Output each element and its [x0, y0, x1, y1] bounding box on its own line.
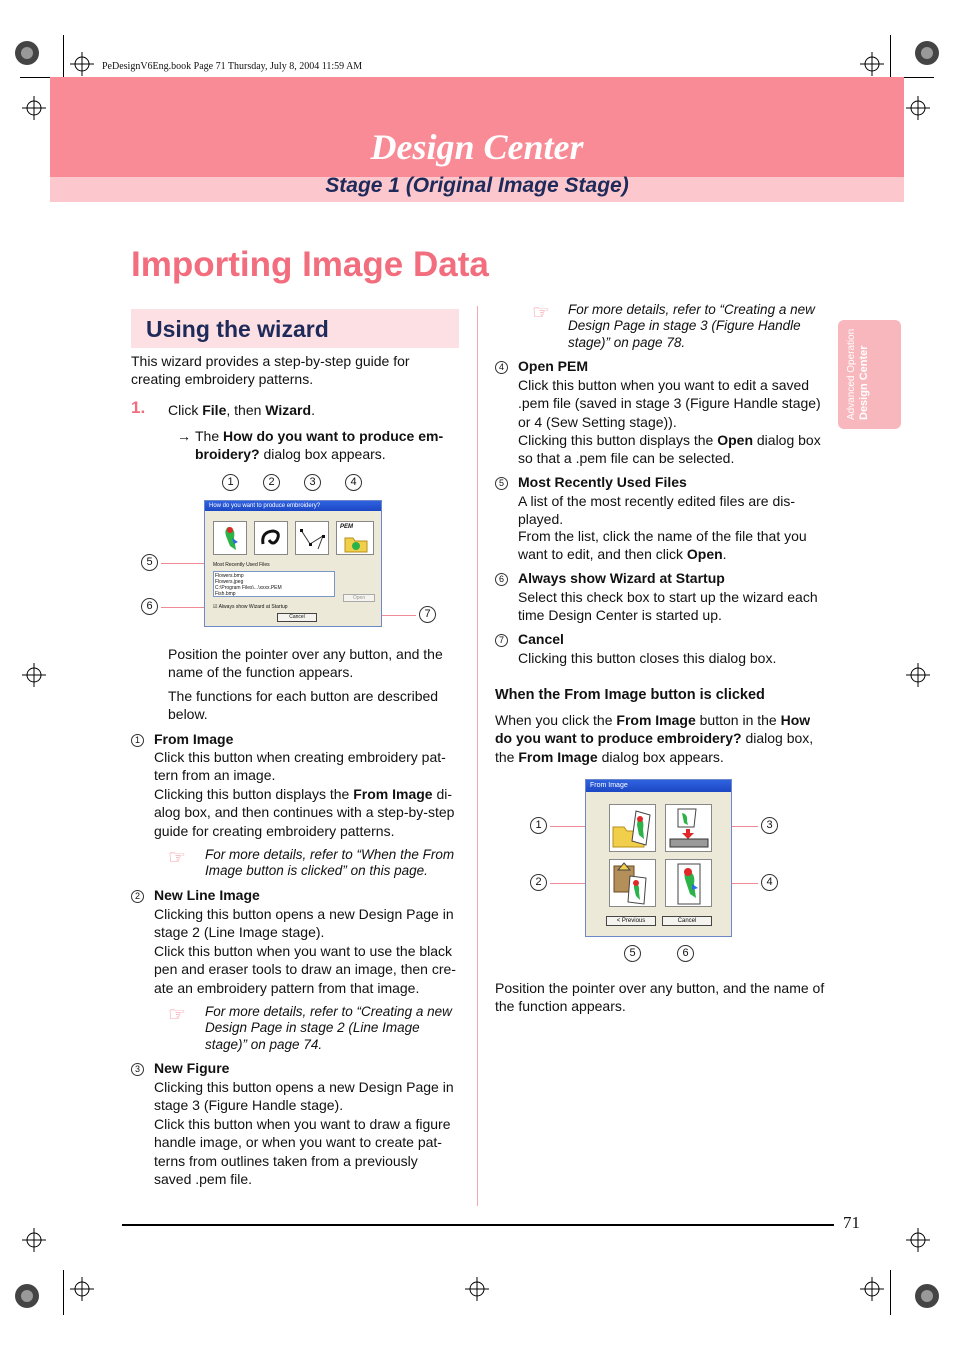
result-text: The How do you want to produce em-broidery? dialog box appears.	[195, 428, 444, 463]
callout-7: 7	[419, 606, 436, 623]
open-pem-button[interactable]	[336, 521, 374, 555]
item-title-recent-files: Most Recently Used Files	[518, 474, 687, 490]
figure-handle-icon	[296, 522, 328, 554]
note-text: For more details, refer to “When the From Image button is clicked” on this page.	[205, 847, 455, 879]
callout-4: 4	[345, 474, 362, 491]
file-item[interactable]: Flowers.bmp	[215, 573, 244, 579]
item-text: Clicking this button closes this dialog box.	[518, 650, 777, 666]
crop-mark	[63, 35, 64, 77]
banner-subtitle: Stage 1 (Original Image Stage)	[325, 174, 629, 197]
step1-text: Click File, then Wizard.	[168, 402, 315, 418]
item-number-1: 1	[131, 730, 144, 748]
folder-parrot-icon	[610, 805, 655, 851]
item-title-cancel: Cancel	[518, 631, 564, 647]
callout-6: 6	[677, 945, 694, 962]
registration-target-icon	[14, 40, 40, 66]
callout-5: 5	[141, 554, 158, 571]
callout-2: 2	[530, 874, 547, 891]
final-text: Position the pointer over any button, and the name of the function appears.	[495, 980, 825, 1015]
section-title: Using the wizard	[146, 316, 329, 342]
item-number-7: 7	[495, 630, 508, 648]
scanner-button[interactable]	[665, 804, 712, 852]
item-text: Clicking this button displays the Open dialog box so that a .pem file can be selected.	[518, 432, 821, 467]
item-text: Select this check box to start up the wizard each time Design Center is started up.	[518, 589, 818, 624]
page-number: 71	[843, 1213, 860, 1232]
banner-title: Design Center	[370, 127, 584, 167]
crop-mark	[63, 1270, 64, 1315]
callout-3: 3	[304, 474, 321, 491]
item-number-6: 6	[495, 569, 508, 587]
scanner-icon	[666, 805, 711, 851]
clipboard-button[interactable]	[609, 859, 656, 907]
crosshair-icon	[860, 1277, 884, 1301]
item-number-3: 3	[131, 1059, 144, 1077]
footer-rule	[122, 1224, 834, 1226]
open-image-file-button[interactable]	[609, 804, 656, 852]
item-text: From the list, click the name of the file that you want to edit, and then click Open.	[518, 528, 807, 563]
crosshair-icon	[860, 52, 884, 76]
item-number-5: 5	[495, 473, 508, 491]
side-tab-text: Advanced Operation Design Center	[846, 328, 870, 420]
item-text: A list of the most recently edited files are dis-played.	[518, 493, 796, 528]
crosshair-icon	[22, 1228, 46, 1252]
item-title-open-pem: Open PEM	[518, 358, 589, 374]
file-item[interactable]: Flowers.jpeg	[215, 579, 244, 585]
pem-label: PEM	[340, 524, 354, 530]
item-text: Click this button when you want to draw a figure handle image, or when you want to create pat-terns from outlines taken from a previously saved .pem file.	[154, 1116, 451, 1187]
item-number-2: 2	[131, 886, 144, 904]
crosshair-icon	[70, 1277, 94, 1301]
item-text: Click this button when you want to use the black pen and eraser tools to draw an image, then cre-ate an embroidery pattern from that image.	[154, 943, 456, 996]
new-figure-button[interactable]	[295, 521, 329, 555]
item-text: Click this button when you want to edit a saved .pem file (saved in stage 3 (Figure Handle stage) or 4 (Sew Setting stage)).	[518, 377, 821, 430]
intro-text: This wizard provides a step-by-step guide for creating embroidery patterns.	[131, 353, 410, 388]
open-button[interactable]: Open	[343, 594, 375, 602]
crosshair-icon	[906, 1228, 930, 1252]
recent-files-list[interactable]	[213, 571, 335, 597]
arrow-icon: →	[177, 428, 191, 444]
callout-2: 2	[263, 474, 280, 491]
subsection-title: When the From Image button is clicked	[495, 687, 765, 703]
item-text: Clicking this button displays the From Image di-alog box, and then continues with a step-by-step guide for creating embroidery patterns.	[154, 786, 455, 839]
crosshair-icon	[906, 663, 930, 687]
cancel-button[interactable]: Cancel	[662, 916, 712, 926]
parrot-icon	[214, 522, 246, 554]
checkbox-label: Always show Wizard at Startup	[218, 604, 288, 610]
registration-target-icon	[14, 1283, 40, 1309]
registration-target-icon	[914, 1283, 940, 1309]
crosshair-icon	[465, 1277, 489, 1301]
item-title-from-image: From Image	[154, 731, 234, 747]
callout-4: 4	[761, 874, 778, 891]
parrot-icon	[666, 860, 711, 906]
step-number: 1.	[131, 398, 146, 417]
crosshair-icon	[22, 96, 46, 120]
subsection-text: When you click the From Image button in the How do you want to produce embroidery? dialog box, the From Image dialog box appears.	[495, 712, 814, 765]
pointer-text: Position the pointer over any button, and the name of the function appears.	[168, 646, 443, 681]
crosshair-icon	[22, 663, 46, 687]
recent-files-label: Most Recently Used Files	[213, 562, 270, 568]
from-image-button[interactable]	[213, 521, 247, 555]
crop-mark	[890, 35, 891, 77]
wizard-dialog	[204, 500, 382, 627]
note-text: For more details, refer to “Creating a new Design Page in stage 2 (Line Image stage)” on page 74.	[205, 1004, 452, 1052]
crosshair-icon	[70, 52, 94, 76]
item-text: Clicking this button opens a new Design Page in stage 2 (Line Image stage).	[154, 906, 454, 941]
always-show-checkbox[interactable]: ☑ Always show Wizard at Startup	[213, 604, 288, 610]
callout-6: 6	[141, 598, 158, 615]
callout-5: 5	[624, 945, 641, 962]
from-image-dialog	[585, 779, 732, 937]
file-item[interactable]: C:\Program Files\...\xxxx.PEM	[215, 585, 282, 591]
crosshair-icon	[906, 96, 930, 120]
dialog-title: From Image	[586, 780, 731, 792]
callout-1: 1	[530, 817, 547, 834]
note-text: For more details, refer to “Creating a new Design Page in stage 3 (Figure Handle stage)” on page 78.	[568, 302, 815, 350]
clip-art-button[interactable]	[665, 859, 712, 907]
callout-1: 1	[222, 474, 239, 491]
crop-mark	[904, 77, 934, 78]
item-title-always-show: Always show Wizard at Startup	[518, 570, 725, 586]
item-number-4: 4	[495, 357, 508, 375]
page-title: Importing Image Data	[131, 245, 489, 284]
callout-3: 3	[761, 817, 778, 834]
registration-target-icon	[914, 40, 940, 66]
new-line-image-button[interactable]	[254, 521, 288, 555]
line-drawing-icon	[255, 522, 287, 554]
folder-icon	[343, 532, 369, 554]
hand-pointer-icon: ☞	[168, 847, 186, 869]
clipboard-parrot-icon	[610, 860, 655, 906]
dialog-title: How do you want to produce embroidery?	[205, 501, 381, 511]
item-text: Click this button when creating embroidery pat-tern from an image.	[154, 749, 446, 784]
item-text: Clicking this button opens a new Design Page in stage 3 (Figure Handle stage).	[154, 1079, 454, 1114]
cancel-button[interactable]: Cancel	[277, 613, 317, 622]
previous-button[interactable]: < Previous	[606, 916, 656, 926]
print-header: PeDesignV6Eng.book Page 71 Thursday, July 8, 2004 11:59 AM	[102, 61, 363, 72]
hand-pointer-icon: ☞	[532, 302, 550, 324]
crop-mark	[890, 1270, 891, 1315]
item-title-new-line-image: New Line Image	[154, 887, 260, 903]
column-divider	[477, 306, 478, 1206]
file-item[interactable]: Fish.bmp	[215, 591, 236, 597]
crop-mark	[20, 77, 50, 78]
item-title-new-figure: New Figure	[154, 1060, 230, 1076]
functions-text: The functions for each button are described below.	[168, 688, 439, 723]
hand-pointer-icon: ☞	[168, 1004, 186, 1026]
